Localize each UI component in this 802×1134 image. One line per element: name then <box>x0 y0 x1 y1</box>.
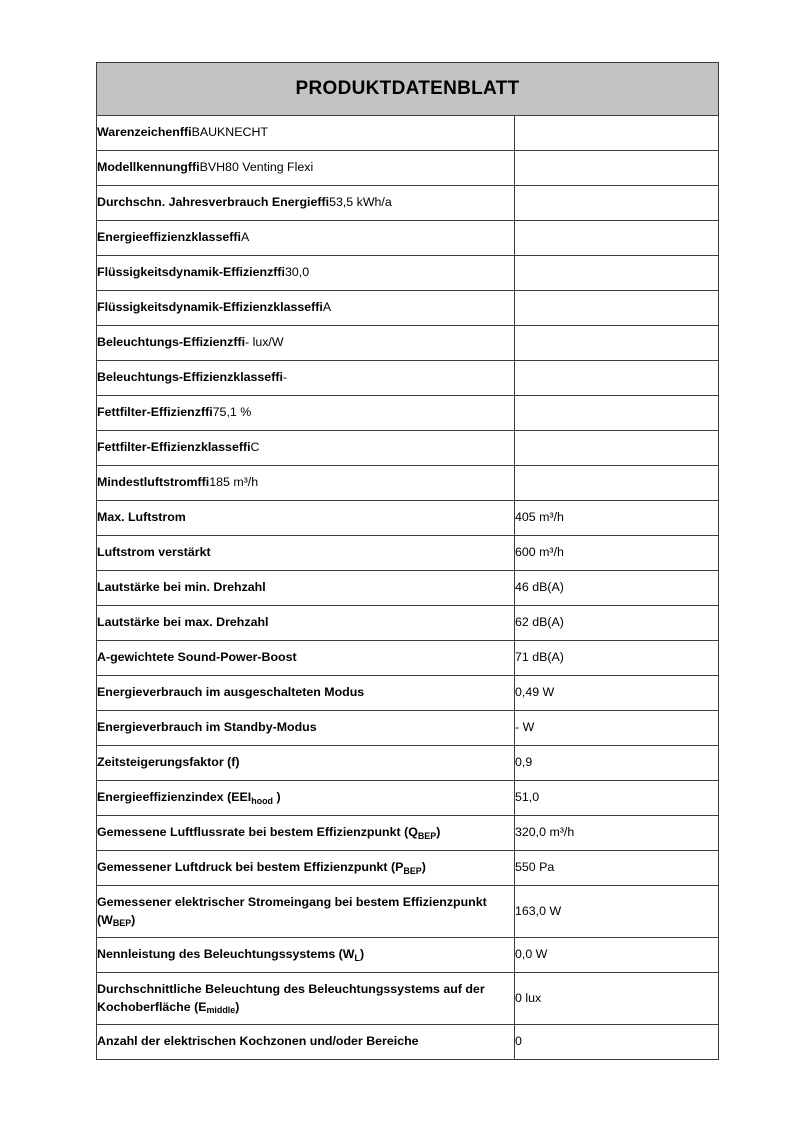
row-label-suffix: ) <box>421 860 426 875</box>
table-row <box>97 291 719 326</box>
row-label-cell <box>97 1025 515 1060</box>
row-value-cell <box>515 606 719 641</box>
document-title: PRODUKTDATENBLATT <box>97 63 719 116</box>
ligature-glyph: ffi <box>311 300 323 315</box>
row-label-cell <box>97 151 515 186</box>
row-value: 0 <box>515 1034 522 1049</box>
row-inline-value: - lux/W <box>245 335 284 350</box>
row-value: 46 dB(A) <box>515 580 564 595</box>
row-value-cell <box>515 501 719 536</box>
row-value-cell <box>515 116 719 151</box>
row-label-cell <box>97 816 515 851</box>
table-row <box>97 1025 719 1060</box>
row-label-cell <box>97 746 515 781</box>
row-label: Fettfilter-Effizienz <box>97 405 201 420</box>
row-label: Beleuchtungs-Effizienz <box>97 335 234 350</box>
ligature-glyph: ffi <box>273 265 285 280</box>
row-value-cell <box>515 886 719 938</box>
row-value-cell <box>515 816 719 851</box>
row-value-cell <box>515 431 719 466</box>
table-row <box>97 151 719 186</box>
row-value-cell <box>515 676 719 711</box>
row-label: Energieverbrauch im ausgeschalteten Modus <box>97 685 365 700</box>
row-value-cell <box>515 851 719 886</box>
table-row <box>97 851 719 886</box>
row-value: - W <box>515 720 535 735</box>
table-row <box>97 361 719 396</box>
row-value-cell <box>515 361 719 396</box>
row-value: 0 lux <box>515 990 542 1005</box>
row-label-cell <box>97 571 515 606</box>
table-row <box>97 536 719 571</box>
row-value-cell <box>515 938 719 973</box>
row-value: 163,0 W <box>515 903 562 918</box>
row-value-cell <box>515 291 719 326</box>
table-row <box>97 641 719 676</box>
row-label: Fettfilter-Effizienzklasse <box>97 440 239 455</box>
table-row <box>97 676 719 711</box>
row-label: Beleuchtungs-Effizienzklasse <box>97 370 272 385</box>
row-value: 320,0 m³/h <box>515 825 575 840</box>
row-label: Gemessener Luftdruck bei bestem Effizienzpunkt (P <box>97 860 404 875</box>
row-label: Warenzeichen <box>97 125 180 140</box>
row-label-cell <box>97 396 515 431</box>
ligature-glyph: ffi <box>317 195 330 210</box>
row-label: Energieeffizienzindex (EEI <box>97 790 252 805</box>
table-row <box>97 746 719 781</box>
row-label: Lautstärke bei max. Drehzahl <box>97 615 269 630</box>
row-inline-value: - <box>282 370 288 385</box>
row-value-cell <box>515 746 719 781</box>
row-label-cell <box>97 361 515 396</box>
row-value: 51,0 <box>515 790 540 805</box>
row-value-cell <box>515 186 719 221</box>
table-row <box>97 396 719 431</box>
ligature-glyph: ffi <box>200 405 213 420</box>
row-value: 62 dB(A) <box>515 615 564 630</box>
row-label-subscript: hood <box>251 795 273 806</box>
ligature-glyph: ffi <box>229 230 241 245</box>
row-label-suffix: ) <box>131 912 136 927</box>
table-row <box>97 816 719 851</box>
row-label: Energieeffizienzklasse <box>97 230 230 245</box>
row-value-cell <box>515 641 719 676</box>
row-label-cell <box>97 536 515 571</box>
row-label-cell <box>97 606 515 641</box>
row-label-cell <box>97 431 515 466</box>
row-label-cell <box>97 116 515 151</box>
table-row <box>97 571 719 606</box>
row-label-cell <box>97 711 515 746</box>
row-inline-value: 185 m³/h <box>209 475 259 490</box>
table-row <box>97 938 719 973</box>
row-value-cell <box>515 973 719 1025</box>
row-label: A-gewichtete Sound-Power-Boost <box>97 650 297 665</box>
row-label: Luftstrom verstärkt <box>97 545 211 560</box>
ligature-glyph: ffi <box>187 160 200 175</box>
ligature-glyph: ffi <box>238 440 251 455</box>
row-value-cell <box>515 151 719 186</box>
row-label-cell <box>97 886 515 938</box>
row-label-subscript: BEP <box>403 865 422 876</box>
row-label: Max. Luftstrom <box>97 510 186 525</box>
row-inline-value: 30,0 <box>284 265 310 280</box>
row-label-cell <box>97 641 515 676</box>
row-label-cell <box>97 938 515 973</box>
row-value: 550 Pa <box>515 860 555 875</box>
row-value: 0,0 W <box>515 947 548 962</box>
row-label-cell <box>97 973 515 1025</box>
table-body <box>97 116 719 1060</box>
row-label: Anzahl der elektrischen Kochzonen und/oder Bereiche <box>97 1034 419 1049</box>
row-label: Gemessene Luftflussrate bei bestem Effizienzpunkt (Q <box>97 825 418 840</box>
row-label-subscript: middle <box>206 1004 236 1015</box>
table-row <box>97 781 719 816</box>
row-value-cell <box>515 711 719 746</box>
row-label: Flüssigkeitsdynamik-Effizienzklasse <box>97 300 312 315</box>
table-header <box>97 63 719 116</box>
row-inline-value: C <box>250 440 260 455</box>
row-label-subscript: BEP <box>417 830 437 841</box>
table-row <box>97 326 719 361</box>
row-label: Lautstärke bei min. Drehzahl <box>97 580 266 595</box>
row-inline-value: BVH80 Venting Flexi <box>199 160 314 175</box>
row-label: Energieverbrauch im Standby-Modus <box>97 720 317 735</box>
row-label-cell <box>97 851 515 886</box>
row-inline-value: 53,5 kWh/a <box>329 195 392 210</box>
row-value-cell <box>515 221 719 256</box>
ligature-glyph: ffi <box>271 370 283 385</box>
row-inline-value: 75,1 % <box>212 405 252 420</box>
table-row <box>97 466 719 501</box>
ligature-glyph: ffi <box>197 475 210 490</box>
row-label-suffix: ) <box>235 999 240 1014</box>
row-label: Durchschnittliche Beleuchtung des Beleuchtungssystems auf der Kochoberfläche (E <box>97 981 485 1014</box>
row-label-subscript: L <box>354 952 360 963</box>
row-value-cell <box>515 571 719 606</box>
row-label-cell <box>97 186 515 221</box>
row-label: Modellkennung <box>97 160 188 175</box>
table-row <box>97 606 719 641</box>
row-value-cell <box>515 326 719 361</box>
row-label-suffix: ) <box>359 947 365 962</box>
table-row <box>97 221 719 256</box>
row-label-cell <box>97 501 515 536</box>
row-label-subscript: BEP <box>112 917 132 928</box>
row-value: 0,49 W <box>515 685 555 700</box>
row-value-cell <box>515 256 719 291</box>
row-label-cell <box>97 221 515 256</box>
row-label: Mindestluftstrom <box>97 475 198 490</box>
table-row <box>97 973 719 1025</box>
row-inline-value: A <box>322 300 332 315</box>
row-label: Zeitsteigerungsfaktor (f) <box>97 755 240 770</box>
table-row <box>97 886 719 938</box>
row-value-cell <box>515 1025 719 1060</box>
row-label: Nennleistung des Beleuchtungssystems (W <box>97 947 355 962</box>
row-label-cell <box>97 466 515 501</box>
table-row <box>97 116 719 151</box>
row-label-cell <box>97 291 515 326</box>
table-row <box>97 711 719 746</box>
ligature-glyph: ffi <box>233 335 246 350</box>
row-label: Durchschn. Jahresverbrauch Energie <box>97 195 318 210</box>
row-value: 600 m³/h <box>515 545 564 560</box>
table-row <box>97 186 719 221</box>
row-value-cell <box>515 781 719 816</box>
row-value-cell <box>515 396 719 431</box>
row-value: 71 dB(A) <box>515 650 564 665</box>
row-value-cell <box>515 536 719 571</box>
row-value-cell <box>515 466 719 501</box>
row-label: Flüssigkeitsdynamik-Effizienz <box>97 265 274 280</box>
row-label-cell <box>97 326 515 361</box>
table-row <box>97 501 719 536</box>
row-label: Gemessener elektrischer Stromeingang bei bestem Effizienzpunkt (W <box>97 894 487 927</box>
row-inline-value: A <box>240 230 250 245</box>
table-row <box>97 256 719 291</box>
row-label-cell <box>97 256 515 291</box>
table-row <box>97 431 719 466</box>
product-datasheet-table <box>96 62 719 1060</box>
table-title-row <box>97 63 719 116</box>
row-value: 405 m³/h <box>515 510 564 525</box>
ligature-glyph: ffi <box>179 125 192 140</box>
row-inline-value: BAUKNECHT <box>191 125 268 140</box>
row-label-cell <box>97 676 515 711</box>
row-label-cell <box>97 781 515 816</box>
row-value: 0,9 <box>515 755 533 770</box>
row-label-suffix: ) <box>273 790 281 805</box>
row-label-suffix: ) <box>436 825 441 840</box>
